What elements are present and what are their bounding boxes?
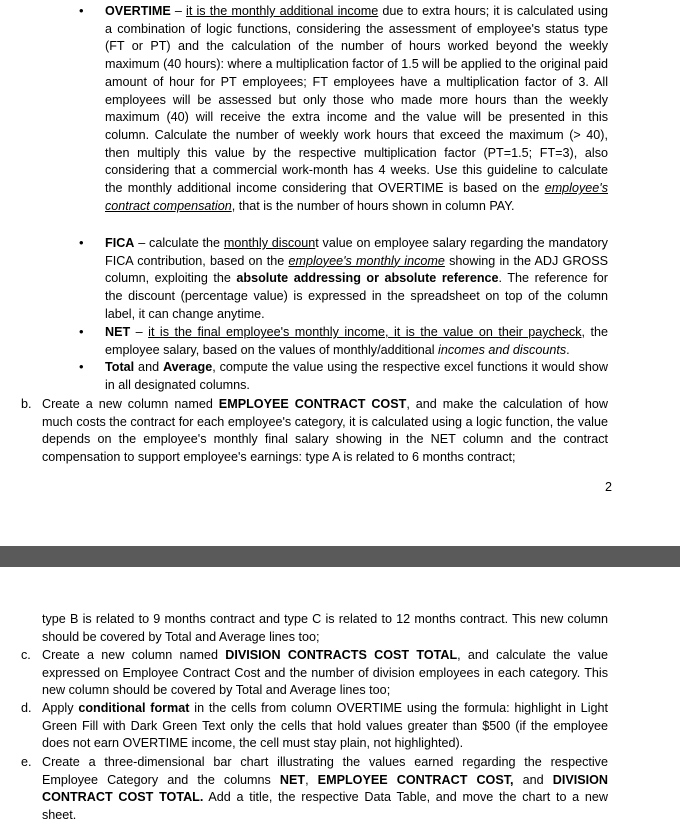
item-e xyxy=(42,754,608,825)
text: , and calculate the value expressed on Employee Contract Cost and the number of division employees in each category. This new column should be covered by Total and Average lines too; xyxy=(42,648,609,698)
emphasis-text: employee's monthly income xyxy=(288,253,445,268)
bullet-overtime xyxy=(105,3,608,215)
bold-text: DIVISION CONTRACTS COST TOTAL xyxy=(225,648,458,662)
bullet-net xyxy=(105,324,608,359)
text: , compute the value using the respective excel functions it would show in all designated columns. xyxy=(105,360,608,392)
text: – xyxy=(130,325,149,339)
item-b xyxy=(42,396,608,467)
text: due to extra hours; it is calculated using a combination of logic functions, considering the assessment of employee's status type (FT or PT) and the calculation of the number of hours worked beyond the weekly maximum (40 hours): where a multiplication factor of 1.5 will be applied to the original paid amount of hour for PT employees; FT employees have a multiplication factor of 3. All employees will be assessed but only those who made more hours than the weekly maximum (40) will receive the extra income and the value will be presented in this column. Calculate the number of weekly work hours that exceed the maximum (> 40), then multiply this value by the respective multiplication factor (PT=1.5; FT=3), also considering that a commercial work-month has 4 weeks. Use this guideline to calculate the monthly additional income considering that OVERTIME is based on the xyxy=(105,4,608,196)
italic-text: incomes and discounts xyxy=(438,342,567,357)
bold-text: EMPLOYEE CONTRACT COST, xyxy=(317,772,514,787)
term: Average xyxy=(162,360,213,374)
list-label: b. xyxy=(21,397,32,411)
text: Apply xyxy=(42,701,79,715)
page-separator xyxy=(0,546,680,567)
bold-text: NET xyxy=(279,772,306,787)
bold-text: absolute addressing or absolute reference xyxy=(236,271,499,286)
text: Create a new column named xyxy=(42,648,226,662)
underlined-text: it is the monthly additional income xyxy=(186,4,379,18)
text: , the employee salary, based on the values of monthly/additional xyxy=(105,325,608,357)
text: – xyxy=(170,4,187,18)
text: and xyxy=(513,772,553,787)
text: . xyxy=(566,342,570,357)
list-label: c. xyxy=(21,648,31,662)
item-b-continuation: type B is related to 9 months contract and type C is related to 12 months contract. This new column should be covered by Total and Average lines too; xyxy=(42,612,608,644)
item-c xyxy=(42,647,608,700)
bold-text: conditional format xyxy=(78,701,190,715)
bullet-marker: • xyxy=(79,235,84,250)
bullet-fica xyxy=(105,235,608,324)
bold-text: EMPLOYEE CONTRACT COST xyxy=(218,397,407,411)
bold-text: DIVISION CONTRACT COST TOTAL. xyxy=(42,772,609,805)
page-number: 2 xyxy=(605,480,613,494)
text: , and make the calculation of how much costs the contract for each employee's category, it is calculated using a logic function, the value depends on the employee's monthly final salary showing in the NET column and the contract compensation to support employee's earnings: type A is related to 6 months contract; xyxy=(42,397,608,465)
bullet-marker: • xyxy=(79,359,84,374)
text: Add a title, the respective Data Table, and move the chart to a new sheet. xyxy=(42,790,608,823)
text: , that is the number of hours shown in column PAY. xyxy=(231,198,515,213)
bullet-total xyxy=(105,359,608,394)
underlined-text: it is the final employee's monthly income, it is the value on their paycheck xyxy=(148,325,582,339)
text: – calculate the xyxy=(134,236,224,250)
emphasis-text: employee's contract compensation xyxy=(105,181,608,213)
text: showing in the ADJ GROSS column, exploiting the xyxy=(105,253,609,286)
term: NET xyxy=(105,325,131,339)
term: Total xyxy=(105,360,135,374)
text: t value on employee salary regarding the mandatory FICA contribution, based on the xyxy=(105,236,608,268)
bullet-marker: • xyxy=(79,324,84,339)
term: FICA xyxy=(105,236,135,250)
underlined-text: monthly discoun xyxy=(223,236,316,250)
document-page-2 xyxy=(0,567,680,827)
text: in the cells from column OVERTIME using the formula: highlight in Light Green Fill with Dark Green Text only the cells that hold values greater than $500 (if the employee does not earn OVERTIME income, the cell must stay plain, not highlighted). xyxy=(42,701,608,751)
text: and xyxy=(134,360,163,374)
term: OVERTIME xyxy=(105,4,171,18)
text: , xyxy=(305,772,318,787)
bullet-marker: • xyxy=(79,3,84,18)
list-label: d. xyxy=(21,701,32,715)
text: . The reference for the discount (percentage value) is expressed in the spreadsheet on top of the column label, it can change anytime. xyxy=(105,271,608,321)
text: Create a three-dimensional bar chart illustrating the values earned regarding the respective Employee Category and the columns xyxy=(42,755,608,787)
text: Create a new column named xyxy=(42,397,219,411)
list-label: e. xyxy=(21,755,32,769)
item-d xyxy=(42,700,608,753)
